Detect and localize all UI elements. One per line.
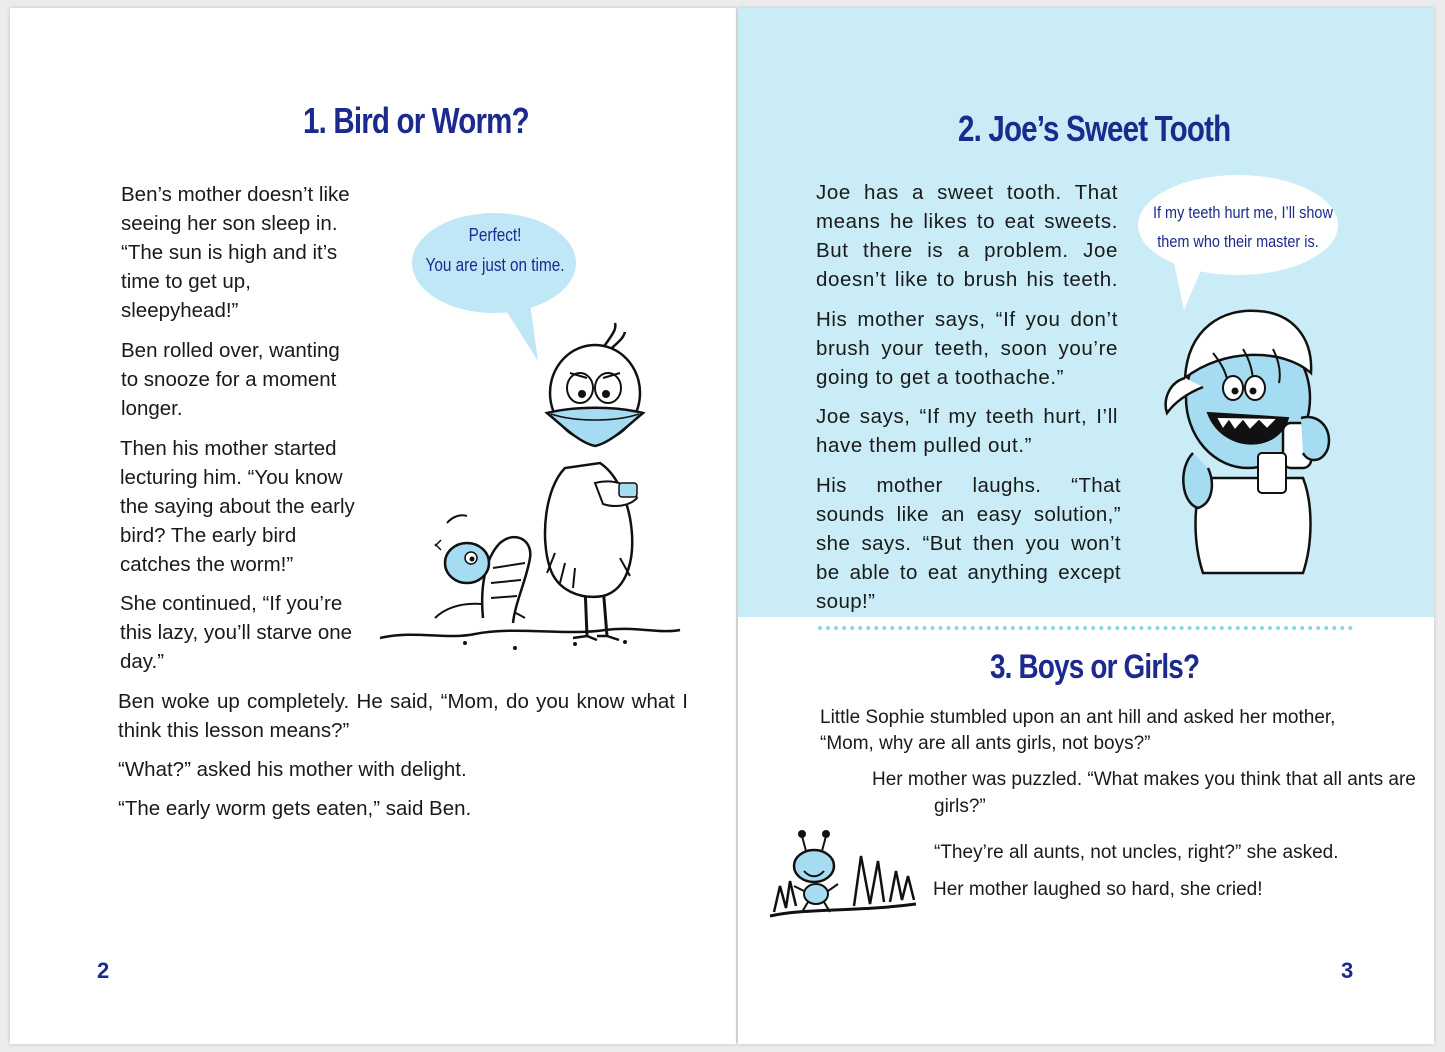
story2-paragraph-2: His mother says, “If you don’t brush your teeth, soon you’re going to get a toothache.” [816, 308, 1118, 389]
story3-paragraph-1: Little Sophie stumbled upon an ant hill and asked her mother, “Mom, why are all ants girls, not boys?” [820, 707, 1336, 754]
joe-illustration [1163, 303, 1343, 583]
speech-bubble-line-2: them who their master is. [1157, 232, 1319, 251]
right-page [738, 8, 1434, 1044]
story1-paragraph-6: “What?” asked his mother with delight. [118, 758, 467, 781]
page-number: 3 [1341, 958, 1354, 983]
story2-title: 2. Joe’s Sweet Tooth [958, 108, 1231, 149]
speech-bubble-line-2: You are just on time. [425, 255, 565, 275]
story1-paragraph-7: “The early worm gets eaten,” said Ben. [118, 797, 472, 820]
story2-paragraph-4: His mother laughs. “That sounds like an easy solution,” she says. “But then you won’t be able to eat anything except soup!” [816, 474, 1121, 613]
speech-bubble-line-1: If my teeth hurt me, I’ll show [1153, 203, 1333, 222]
story2-paragraph-3: Joe says, “If my teeth hurt, I’ll have them pulled out.” [816, 405, 1118, 457]
story1-paragraph-4: She continued, “If you’re this lazy, you’ll starve one day.” [120, 592, 353, 673]
speech-bubble-text [423, 220, 568, 280]
story1-paragraph-1: Ben’s mother doesn’t like seeing her son sleep in. “The sun is high and it’s time to get up, sleepyhead!” [121, 183, 350, 322]
story3-title: 3. Boys or Girls? [990, 648, 1200, 686]
story1-paragraph-2: Ben rolled over, wanting to snooze for a moment longer. [121, 339, 340, 420]
speech-bubble-text [1153, 198, 1333, 256]
left-page [10, 8, 736, 1044]
story1-paragraph-3: Then his mother started lecturing him. “You know the saying about the early bird? The early bird catches the worm!” [120, 437, 355, 576]
story1-paragraph-5: Ben woke up completely. He said, “Mom, do you know what I think this lesson means?” [118, 690, 688, 742]
story3-paragraph-4: Her mother laughed so hard, she cried! [933, 879, 1263, 900]
ant-hill-illustration [766, 816, 926, 921]
story3-paragraph-3: “They’re all aunts, not uncles, right?” she asked. [934, 842, 1339, 863]
section-divider [818, 626, 1353, 630]
story2-paragraph-1: Joe has a sweet tooth. That means he likes to eat sweets. But there is a problem. Joe doesn’t like to brush his teeth. [816, 181, 1118, 291]
page-number: 2 [97, 958, 110, 983]
story3-paragraph-2: Her mother was puzzled. “What makes you think that all ants are girls?” [872, 769, 1416, 817]
speech-bubble-line-1: Perfect! [468, 225, 522, 245]
bird-and-worm-illustration [375, 318, 685, 658]
story1-title: 1. Bird or Worm? [303, 100, 529, 141]
